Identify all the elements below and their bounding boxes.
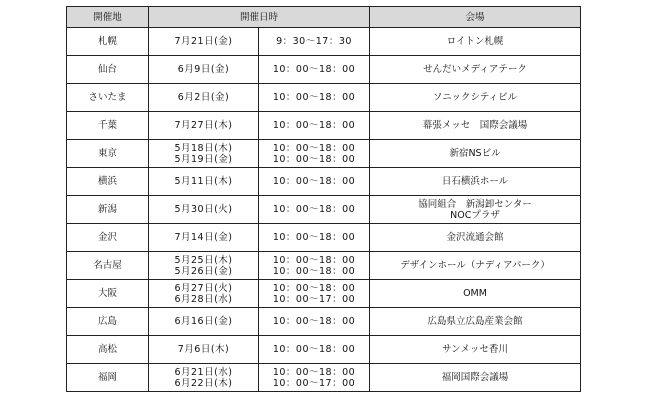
table-row	[67, 140, 581, 168]
table-row	[67, 28, 581, 56]
date-text: 5月26日(金)	[174, 265, 233, 277]
venue-text: ロイトン札幌	[446, 36, 504, 47]
time-text: 10：00～18：00	[272, 344, 356, 355]
location-cell: 千葉	[67, 112, 149, 140]
date-text: 5月18日(木)	[174, 142, 233, 154]
table-row	[67, 252, 581, 280]
location-cell: 東京	[67, 140, 149, 168]
date-text: 5月30日(火)	[174, 204, 233, 215]
time-cell	[259, 56, 370, 84]
date-cell	[149, 84, 259, 112]
date-text: 6月21日(水)	[174, 366, 233, 378]
time-cell	[259, 112, 370, 140]
time-text: 10：00～18：00	[272, 142, 356, 154]
venue-cell	[370, 168, 581, 196]
time-cell	[259, 364, 370, 392]
time-text: 10：00～17：00	[272, 377, 356, 389]
time-cell	[259, 224, 370, 252]
time-text: 10：00～17：00	[272, 293, 356, 305]
venue-text: 金沢流通会館	[446, 232, 504, 243]
venue-cell	[370, 84, 581, 112]
venue-cell	[370, 196, 581, 224]
location-cell: 札幌	[67, 28, 149, 56]
venue-cell	[370, 112, 581, 140]
venue-text: 新宿NSビル	[449, 148, 501, 159]
location-cell: 高松	[67, 336, 149, 364]
venue-text: NOCプラザ	[450, 209, 500, 221]
time-text: 10：00～18：00	[272, 282, 356, 294]
table-row	[67, 56, 581, 84]
date-text: 6月16日(金)	[174, 316, 233, 327]
table-row	[67, 196, 581, 224]
time-cell	[259, 84, 370, 112]
date-text: 5月25日(木)	[174, 254, 233, 266]
venue-cell	[370, 280, 581, 308]
date-text: 6月2日(金)	[177, 92, 230, 103]
venue-text: OMM	[463, 288, 487, 299]
location-cell: さいたま	[67, 84, 149, 112]
venue-cell	[370, 336, 581, 364]
time-text: 10：00～18：00	[272, 254, 356, 266]
venue-cell	[370, 364, 581, 392]
venue-text: 福岡国際会議場	[441, 372, 509, 383]
date-cell	[149, 336, 259, 364]
location-cell: 仙台	[67, 56, 149, 84]
venue-text: ソニックシティビル	[432, 92, 518, 103]
table-body	[67, 28, 581, 392]
event-schedule-table	[66, 6, 581, 392]
venue-text: 広島県立広島産業会館	[427, 316, 523, 327]
date-cell	[149, 280, 259, 308]
table-row	[67, 364, 581, 392]
date-text: 5月19日(金)	[174, 153, 233, 165]
time-cell	[259, 28, 370, 56]
table-row	[67, 168, 581, 196]
venue-cell	[370, 56, 581, 84]
date-cell	[149, 28, 259, 56]
table-row	[67, 112, 581, 140]
time-cell	[259, 140, 370, 168]
venue-cell	[370, 224, 581, 252]
date-text: 7月14日(金)	[174, 232, 233, 243]
time-cell	[259, 280, 370, 308]
location-cell: 広島	[67, 308, 149, 336]
date-text: 6月28日(水)	[174, 293, 233, 305]
header-location: 開催地	[67, 7, 149, 28]
date-cell	[149, 308, 259, 336]
venue-text: 日石横浜ホール	[441, 176, 509, 187]
venue-text: サンメッセ香川	[442, 344, 508, 355]
time-text: 10：00～18：00	[272, 265, 356, 277]
date-cell	[149, 112, 259, 140]
venue-text: 協同組合 新潟卸センター	[418, 198, 532, 210]
table-row	[67, 224, 581, 252]
location-cell: 福岡	[67, 364, 149, 392]
date-cell	[149, 224, 259, 252]
date-cell	[149, 140, 259, 168]
location-cell: 新潟	[67, 196, 149, 224]
venue-cell	[370, 252, 581, 280]
time-text: 10：00～18：00	[272, 316, 356, 327]
venue-text: デザインホール（ナディアパーク）	[400, 260, 550, 271]
date-cell	[149, 364, 259, 392]
venue-cell	[370, 308, 581, 336]
location-cell: 横浜	[67, 168, 149, 196]
time-text: 10：00～18：00	[272, 204, 356, 215]
venue-text: 幕張メッセ 国際会議場	[422, 120, 528, 131]
location-cell: 名古屋	[67, 252, 149, 280]
date-text: 7月27日(木)	[174, 120, 233, 131]
location-cell: 金沢	[67, 224, 149, 252]
header-venue: 会場	[370, 7, 581, 28]
date-cell	[149, 196, 259, 224]
time-cell	[259, 336, 370, 364]
date-text: 6月9日(金)	[177, 64, 230, 75]
venue-text: せんだいメディアテーク	[423, 64, 527, 75]
date-text: 7月6日(木)	[177, 344, 230, 355]
time-text: 10：00～18：00	[272, 366, 356, 378]
time-cell	[259, 308, 370, 336]
time-text: 9：30～17：30	[276, 36, 352, 47]
location-cell: 大阪	[67, 280, 149, 308]
time-cell	[259, 196, 370, 224]
time-text: 10：00～18：00	[272, 153, 356, 165]
table-row	[67, 280, 581, 308]
table-row	[67, 336, 581, 364]
time-text: 10：00～18：00	[272, 120, 356, 131]
date-cell	[149, 252, 259, 280]
date-text: 6月22日(木)	[174, 377, 233, 389]
date-text: 5月11日(木)	[174, 176, 233, 187]
date-text: 6月27日(火)	[174, 282, 233, 294]
time-text: 10：00～18：00	[272, 64, 356, 75]
time-cell	[259, 252, 370, 280]
header-datetime: 開催日時	[149, 7, 370, 28]
venue-cell	[370, 28, 581, 56]
table-row	[67, 84, 581, 112]
date-text: 7月21日(金)	[174, 36, 233, 47]
date-cell	[149, 56, 259, 84]
venue-cell	[370, 140, 581, 168]
table-row	[67, 308, 581, 336]
time-text: 10：00～18：00	[272, 92, 356, 103]
table-header-row	[67, 7, 581, 28]
time-text: 10：00～18：00	[272, 176, 356, 187]
time-text: 10：00～18：00	[272, 232, 356, 243]
date-cell	[149, 168, 259, 196]
time-cell	[259, 168, 370, 196]
